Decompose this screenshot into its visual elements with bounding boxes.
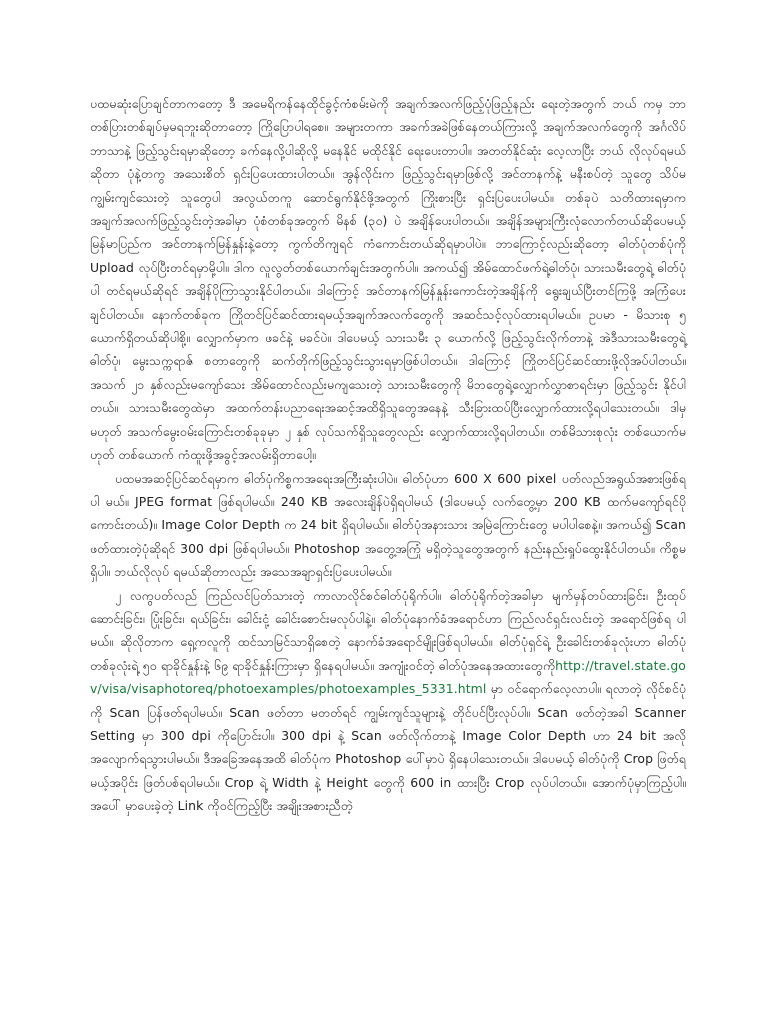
photo-examples-link[interactable]: http://travel.state.gov/visa/visaphotoreq/photoexamples/photoexamples_5331.html — [90, 657, 686, 697]
paragraph-3-text: ၂ လကွပတ်လည် ကြည်လင်ပြတ်သားတဲ့ ကာလာလိုင်စင်ဓါတ်ပုံရိုက်ပါ။ ဓါတ်ပုံရိုက်တဲ့အခါမှာ မျက်မှန်တပ်ထားခြင်း၊ ဦးထုပ် ဆောင်းခြင်း၊ ပြုံးခြင်း၊ ရယ်ခြင်း၊ ခေါင်းငုံ့ ခေါင်းစောင်းမလုပ်ပါနဲ့။ ဓါတ်ပုံနောက်ခံအရောင်ဟာ ကြည်လင်ရှင်းလင်းတဲ့ အရောင်ဖြစ်ရ ပါမယ်။ ဆိုလိုတာက ရှေ့ကလူကို ထင်သာမြင်သာရှိစေတဲ့ နောက်ခံအရောင်မျိုးဖြစ်ရပါမယ်။ ဓါတ်ပုံရှင်ရဲ့ ဦးခေါင်းတစ်ခုလုံးဟာ ဓါတ်ပုံ တစ်ခုလုံးရဲ့ ၅၀ ရာခိုင်နှုန်းနဲ့ ၆၉ ရာခိုင်နှုန်းကြားမှာ ရှိနေရပါမယ်။ အကျုံးဝင်တဲ့ ဓါတ်ပုံအနေအထားတွေကို — [90, 587, 686, 673]
paragraph-2: ပထမအဆင့်ပြင်ဆင်ရမှာက ဓါတ်ပုံကိစ္စကအရေးအကြီးဆုံးပါပဲ။ ဓါတ်ပုံဟာ 600 X 600 pixel ပတ်လည်အရွယ်အစားဖြစ်ရပါ မယ်။ JPEG format ဖြစ်ရပါမယ်။ 240 KB အလေးချိန်ပဲရှိရပါမယ် (ဒါပေမယ့် လက်တွေ့မှာ 200 KB ထက်မကျော်ရင်ပို ကောင်းတယ်)။ Image Color Depth က 24 bit ရှိရပါမယ်။ ဓါတ်ပုံအနားသား အမြဲကြောင်းတွေ မပါပါစေနဲ့။ အကယ်၍ Scan ဖတ်ထားတဲ့ပုံဆိုရင် 300 dpi ဖြစ်ရပါမယ်။ Photoshop အတွေ့အကြုံ မရှိတဲ့သူတွေအတွက် နည်းနည်းရှုပ်ထွေးနိုင်ပါတယ်။ ကိစ္စမရှိပါ။ ဘယ်လိုလုပ် ရမယ်ဆိုတာလည်း အသေအချာရှင်းပြပေးပါမယ်။ — [90, 470, 686, 580]
paragraph-3-continuation: မှာ ဝင်ရောက်လေ့လာပါ။ ရလာတဲ့ လိုင်စင်ပုံကို Scan ပြန်ဖတ်ရပါမယ်။ Scan ဖတ်တာ မတတ်ရင် ကျွမ်းကျင်သူများနဲ့ တိုင်ပင်ပြီးလုပ်ပါ။ Scan ဖတ်တဲ့အခါ Scanner Setting မှာ 300 dpi ကိုပြောင်းပါ။ 300 dpi နဲ့ Scan ဖတ်လိုက်တာနဲ့ Image Color Depth ဟာ 24 bit အလို အလျောက်ရသွားပါမယ်။ ဒီအခြေအနေအထိ ဓါတ်ပုံက Photoshop ပေါ်မှာပဲ ရှိနေပါသေးတယ်။ ဒါပေမယ့် ဓါတ်ပုံကို Crop ဖြတ်ရ မယ့်အပိုင်း ဖြတ်ပစ်ရပါမယ်။ Crop ရဲ့ Width နဲ့ Height တွေကို 600 in ထားပြီး Crop လုပ်ပါတယ်။ အောက်ပုံမှာကြည့်ပါ။ အပေါ် မှာပေးခဲ့တဲ့ Link ကိုဝင်ကြည့်ပြီး အချိုးအစားညီတဲ့ — [90, 681, 686, 814]
paragraph-1: ပထမဆုံးပြောချင်တာကတော့ ဒီ အမေရိကန်နေထိုင်ခွင့်ကံစမ်းမဲကို အချက်အလက်ဖြည့်ပုံဖြည့်နည်း ရေးတဲ့အတွက် ဘယ် ကမှ ဘာတစ်ပြားတစ်ချပ်မှမရဘူးဆိုတာတော့ ကြိုပြောပါရစေ။ အများတကာ အခက်အခဲဖြစ်နေတယ်ကြားလို့ အချက်အလက်တွေကို အင်္ဂလိပ်ဘာသာနဲ့ ဖြည့်သွင်းရမှာဆိုတော့ ခက်နေလို့ပါဆိုလို့ မနေနိုင် မထိုင်နိုင် ရေးပေးတာပါ။ အတတ်နိုင်ဆုံး လေ့လာပြီး ဘယ် လိုလုပ်ရမယ်ဆိုတာ ပုံနဲ့တကွ အသေးစိတ် ရှင်းပြပေးထားပါတယ်။ အွန်လိုင်းက ဖြည့်သွင်းရမှာဖြစ်လို့ အင်တာနက်နဲ့ မနီးစပ်တဲ့ သူတွေ သိပ်မကျွမ်းကျင်သေးတဲ့ သူတွေပါ အလွယ်တကူ ဆောင်ရွက်နိုင်ဖို့အတွက် ကြိုးစားပြီး ရှင်းပြပေးပါမယ်။ တစ်ခုပဲ သတိထားရမှာက အချက်အလက်ဖြည့်သွင်းတဲ့အခါမှာ ပုံစံတစ်ခုအတွက် မိနစ် (၃၀) ပဲ အချိန်ပေးပါတယ်။ အချိန်အများကြီးလုံလောက်တယ်ဆိုပေမယ့် မြန်မာပြည်က အင်တာနက်မြန်နှုန်းနဲ့တော့ ကွက်တိကျရင် ကံကောင်းတယ်ဆိုရမှာပါပဲ။ ဘာကြောင့်လည်းဆိုတော့ ဓါတ်ပုံတစ်ပုံကို Upload လုပ်ပြီးတင်ရမှာမို့ပါ။ ဒါက လူလွတ်တစ်ယောက်ချင်းအတွက်ပါ။ အကယ်၍ အိမ်ထောင်ဖက်ရဲ့ဓါတ်ပုံ၊ သားသမီးတွေရဲ့ ဓါတ်ပုံပါ တင်ရမယ်ဆိုရင် အချိန်ပိုကြာသွားနိုင်ပါတယ်။ ဒါကြောင့် အင်တာနက်မြန်နှုန်းကောင်းတဲ့အချိန်ကို ရွေးချယ်ပြီးတင်ကြဖို့ အကြံပေး ချင်ပါတယ်။ နောက်တစ်ခုက ကြိုတင်ပြင်ဆင်ထားရမယ့်အချက်အလက်တွေကို အဆင်သင့်လုပ်ထားရပါမယ်။ ဥပမာ - မိသားစု ၅ ယောက်ရှိတယ်ဆိုပါစို့။ လျှောက်မှာက ဖခင်နဲ့ မခင်ပဲ။ ဒါပေမယ့် သားသမီး ၃ ယောက်လို့ ဖြည့်သွင်းလိုက်တာနဲ့ အဲဒီသားသမီးတွေရဲ့ ဓါတ်ပုံ၊ မွေးသက္ကရာဇ် စတာတွေကို ဆက်တိုက်ဖြည့်သွင်းသွားရမှာဖြစ်ပါတယ်။ ဒါကြောင့် ကြိုတင်ပြင်ဆင်ထားဖို့လိုအပ်ပါတယ်။ အသက် ၂၁ နှစ်လည်းမကျော်သေး အိမ်ထောင်လည်းမကျသေးတဲ့ သားသမီးတွေကို မိဘတွေရဲ့လျှောက်လွှာစာရင်းမှာ ဖြည့်သွင်း နိုင်ပါတယ်။ သားသမီးတွေထဲမှာ အထက်တန်းပညာရေးအဆင့်အထိရှိသူတွေအနေနဲ့ သီးခြားထပ်ပြီးလျှောက်ထားလို့ရပါသေးတယ်။ ဒါမှမဟုတ် အသက်မွေးဝမ်းကြောင်းတစ်ခုခုမှာ ၂ နှစ် လုပ်သက်ရှိသူတွေလည်း လျှောက်ထားလို့ရပါတယ်။ တစ်မိသားစုလုံး တစ်ယောက်မဟုတ် တစ်ယောက် ကံထူးဖို့အခွင့်အလမ်းရှိတာပေါ့။ — [90, 96, 686, 463]
paragraph-3 — [90, 584, 686, 818]
